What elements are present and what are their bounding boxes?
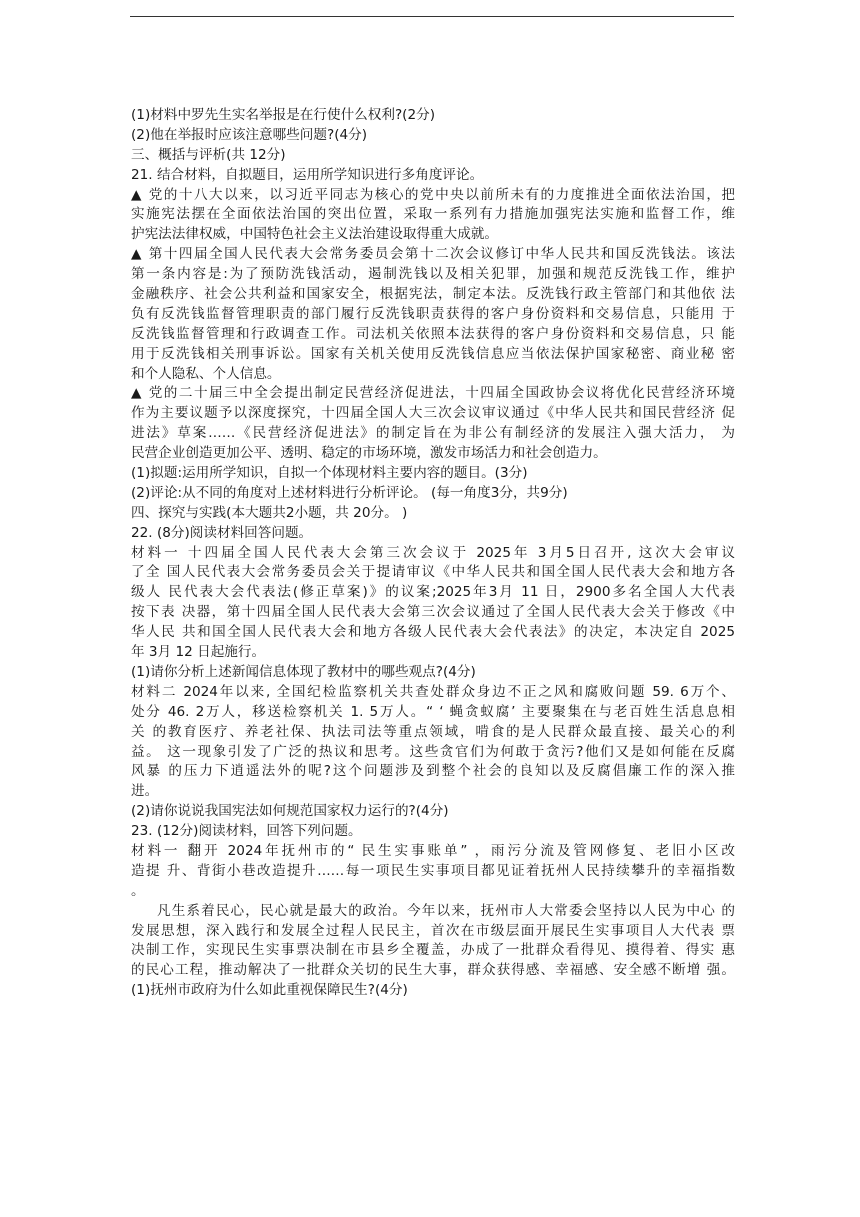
text-line: 四、探究与实践(本大题共2小题，共 20分。 ) <box>131 504 408 521</box>
text-line: 第一条内容是:为了预防洗钱活动，遏制洗钱以及相关犯罪，加强和规范反洗钱工作，维护 <box>131 266 735 283</box>
text-line: 护宪法法律权威，中国特色社会主义法治建设取得重大成就。 <box>131 226 499 243</box>
document-body <box>131 106 735 1001</box>
text-line: (2)评论:从不同的角度对上述材料进行分析评论。 (每一角度3分，共9分) <box>131 484 568 501</box>
text-line: 年 3月 12 日起施行。 <box>131 644 266 661</box>
text-line: 的民心工程，推动解决了一批群众关切的民生大事，群众获得感、幸福感、安全感不断增 强。 <box>131 962 735 979</box>
text-line: ▲ 第十四届全国人民代表大会常务委员会第十二次会议修订中华人民共和国反洗钱法。该法 <box>131 246 735 263</box>
text-line: 三、概括与评析(共 12分) <box>131 146 286 163</box>
text-line: 。 <box>131 882 145 899</box>
text-line: 益。 这一现象引发了广泛的热议和思考。这些贪官们为何敢于贪污?他们又是如何能在反腐 <box>131 743 735 760</box>
text-line: 凡生系着民心，民心就是最大的政治。今年以来，抚州市人大常委会坚持以人民为中心 的 <box>157 902 735 919</box>
text-line: 材料二 2024年以来, 全国纪检监察机关共查处群众身边不正之风和腐败问题 59. 6万个、 <box>131 683 735 700</box>
text-line: 作为主要议题予以深度探究，十四届全国人大三次会议审议通过《中华人民共和国民营经济 促 <box>131 405 735 422</box>
text-line: 处分 46. 2万人，移送检察机关 1. 5万人。“ ‘ 蝇贪蚁腐’ 主要聚集在与老百姓生活息息相 <box>131 703 735 720</box>
text-line: 负有反洗钱监督管理职责的部门履行反洗钱职责获得的客户身份资料和交易信息，只能用 于 <box>131 305 735 322</box>
text-line: 和个人隐私、个人信息。 <box>131 365 281 382</box>
text-line: ▲ 党的十八大以来，以习近平同志为核心的党中央以前所未有的力度推进全面依法治国，把 <box>131 186 735 203</box>
text-line: 造提 升、背街小巷改造提升……每一项民生实事项目都见证着抚州人民持续攀升的幸福指数 <box>131 862 735 879</box>
text-line: 进法》草案……《民营经济促进法》的制定旨在为非公有制经济的发展注入强大活力， 为 <box>131 425 735 442</box>
text-line: (1)抚州市政府为什么如此重视保障民生?(4分) <box>131 982 408 999</box>
text-line: 进。 <box>131 783 159 800</box>
text-line: 决制工作，实现民生实事票决制在市县乡全覆盖，办成了一批群众看得见、摸得着、得实 惠 <box>131 942 735 959</box>
text-line: ▲ 党的二十届三中全会提出制定民营经济促进法，十四届全国政协会议将优化民营经济环境 <box>131 385 735 402</box>
text-line: (2)请你说说我国宪法如何规范国家权力运行的?(4分) <box>131 803 449 820</box>
text-line: 了全 国人民代表大会常务委员会关于提请审议《中华人民共和国全国人民代表大会和地方各 <box>131 564 735 581</box>
text-line: 材料一 翻开 2024年抚州市的“ 民生实事账单” ，雨污分流及管网修复、老旧小区改 <box>131 842 735 859</box>
text-line: 华人民 共和国全国人民代表大会和地方各级人民代表大会代表法》的决定，本决定自 2025 <box>131 624 735 641</box>
text-line: 实施宪法摆在全面依法治国的突出位置，采取一系列有力措施加强宪法实施和监督工作，维 <box>131 206 735 223</box>
text-line: 金融秩序、社会公共利益和国家安全，根据宪法，制定本法。反洗钱行政主管部门和其他依 法 <box>131 286 735 303</box>
text-line: 按下表 决器，第十四届全国人民代表大会第三次会议通过了全国人民代表大会关于修改《中 <box>131 604 735 621</box>
text-line: 21. 结合材料，自拟题目，运用所学知识进行多角度评论。 <box>131 166 484 183</box>
text-line: 反洗钱监督管理和行政调查工作。司法机关依照本法获得的客户身份资料和交易信息，只 能 <box>131 325 735 342</box>
header-rule <box>130 16 734 17</box>
text-line: 23. (12分)阅读材料，回答下列问题。 <box>131 823 362 840</box>
text-line: 级人 民代表大会代表法(修正草案)》的议案;2025年3月 11 日，2900多名全国人大代表 <box>131 584 735 601</box>
text-line: 关 的教育医疗、养老社保、执法司法等重点领域，啃食的是人民群众最直接、最关心的利 <box>131 723 735 740</box>
text-line: 风暴 的压力下逍遥法外的呢?这个问题涉及到整个社会的良知以及反腐倡廉工作的深入推 <box>131 763 735 780</box>
text-line: 用于反洗钱相关刑事诉讼。国家有关机关使用反洗钱信息应当依法保护国家秘密、商业秘 密 <box>131 345 735 362</box>
text-line: (1)材料中罗先生实名举报是在行使什么权利?(2分) <box>131 107 436 123</box>
text-line: 民营企业创造更加公平、透明、稳定的市场环境，激发市场活力和社会创造力。 <box>131 445 607 462</box>
text-line: 材料一 十四届全国人民代表大会第三次会议于 2025年 3月5日召开, 这次大会审议 <box>131 544 735 561</box>
text-line: (2)他在举报时应该注意哪些问题?(4分) <box>131 126 368 143</box>
text-line: 发展思想，深入践行和发展全过程人民民主，首次在市级层面开展民生实事项目人大代表 票 <box>131 922 735 939</box>
text-line: (1)请你分析上述新闻信息体现了教材中的哪些观点?(4分) <box>131 663 476 680</box>
text-line: (1)拟题:运用所学知识，自拟一个体现材料主要内容的题目。(3分) <box>131 465 528 482</box>
text-line: 22. (8分)阅读材料回答问题。 <box>131 524 313 541</box>
